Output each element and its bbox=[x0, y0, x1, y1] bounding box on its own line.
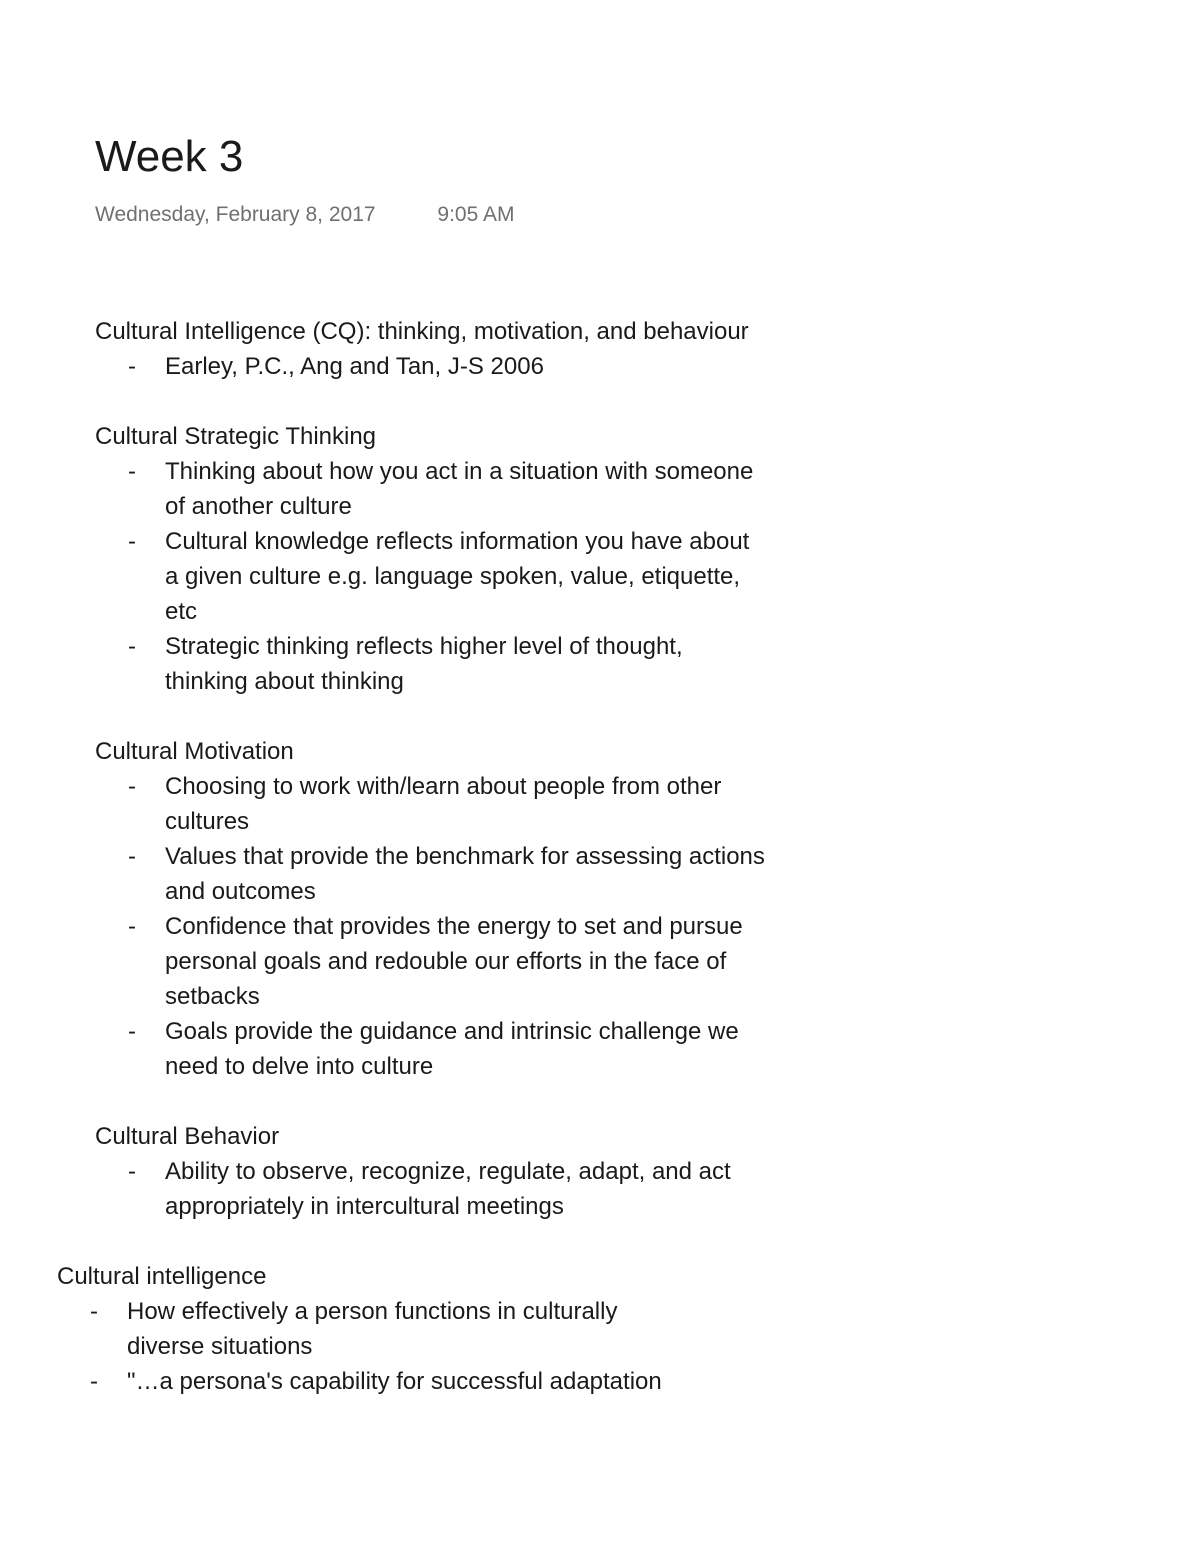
dash-marker: - bbox=[90, 1368, 98, 1395]
note-body bbox=[57, 314, 795, 1434]
list-item bbox=[95, 1154, 765, 1224]
page-title: Week 3 bbox=[95, 132, 244, 181]
section-strategic-thinking bbox=[95, 419, 795, 699]
list-item bbox=[95, 349, 765, 384]
bullet-list bbox=[57, 1294, 795, 1399]
list-item bbox=[57, 1364, 687, 1399]
bullet-list bbox=[95, 454, 795, 699]
section-motivation bbox=[95, 734, 795, 1084]
page-date: Wednesday, February 8, 2017 bbox=[95, 203, 376, 226]
section-heading: Cultural Behavior bbox=[95, 1123, 280, 1150]
bullet-list bbox=[95, 1154, 795, 1224]
list-item bbox=[95, 454, 765, 524]
list-item-text: Cultural knowledge reflects information you have about a given culture e.g. language spoken, value, etiquette, etc bbox=[165, 528, 750, 625]
dash-marker: - bbox=[90, 1298, 98, 1325]
list-item bbox=[95, 629, 765, 699]
dash-marker: - bbox=[128, 773, 136, 800]
section-heading: Cultural Motivation bbox=[95, 738, 294, 765]
list-item bbox=[95, 1014, 765, 1084]
list-item bbox=[57, 1294, 687, 1364]
list-item bbox=[95, 524, 765, 629]
list-item-text: Goals provide the guidance and intrinsic challenge we need to delve into culture bbox=[165, 1018, 739, 1080]
dash-marker: - bbox=[128, 528, 136, 555]
list-item bbox=[95, 769, 765, 839]
list-item bbox=[95, 839, 765, 909]
list-item bbox=[95, 909, 765, 1014]
list-item-text: How effectively a person functions in culturally diverse situations bbox=[127, 1298, 618, 1360]
list-item-text: Earley, P.C., Ang and Tan, J-S 2006 bbox=[165, 353, 544, 380]
dash-marker: - bbox=[128, 1018, 136, 1045]
bullet-list bbox=[95, 769, 795, 1084]
section-heading: Cultural intelligence bbox=[57, 1263, 267, 1290]
page-timestamp bbox=[95, 201, 514, 229]
dash-marker: - bbox=[128, 633, 136, 660]
section-cq bbox=[95, 314, 795, 384]
bullet-list bbox=[95, 349, 795, 384]
list-item-text: Values that provide the benchmark for assessing actions and outcomes bbox=[165, 843, 765, 905]
list-item-text: Thinking about how you act in a situation with someone of another culture bbox=[165, 458, 754, 520]
list-item-text: Choosing to work with/learn about people from other cultures bbox=[165, 773, 722, 835]
section-cultural-intelligence bbox=[57, 1259, 795, 1399]
dash-marker: - bbox=[128, 1158, 136, 1185]
dash-marker: - bbox=[128, 913, 136, 940]
dash-marker: - bbox=[128, 353, 136, 380]
list-item-text: Confidence that provides the energy to set and pursue personal goals and redouble our efforts in the face of setbacks bbox=[165, 913, 743, 1010]
dash-marker: - bbox=[128, 843, 136, 870]
section-heading: Cultural Intelligence (CQ): thinking, motivation, and behaviour bbox=[95, 318, 749, 345]
page-time: 9:05 AM bbox=[437, 203, 515, 226]
section-behavior bbox=[95, 1119, 795, 1224]
list-item-text: Ability to observe, recognize, regulate, adapt, and act appropriately in intercultural meetings bbox=[165, 1158, 731, 1220]
section-heading: Cultural Strategic Thinking bbox=[95, 423, 377, 450]
dash-marker: - bbox=[128, 458, 136, 485]
list-item-text: "…a persona's capability for successful adaptation bbox=[127, 1368, 662, 1395]
list-item-text: Strategic thinking reflects higher level of thought, thinking about thinking bbox=[165, 633, 683, 695]
